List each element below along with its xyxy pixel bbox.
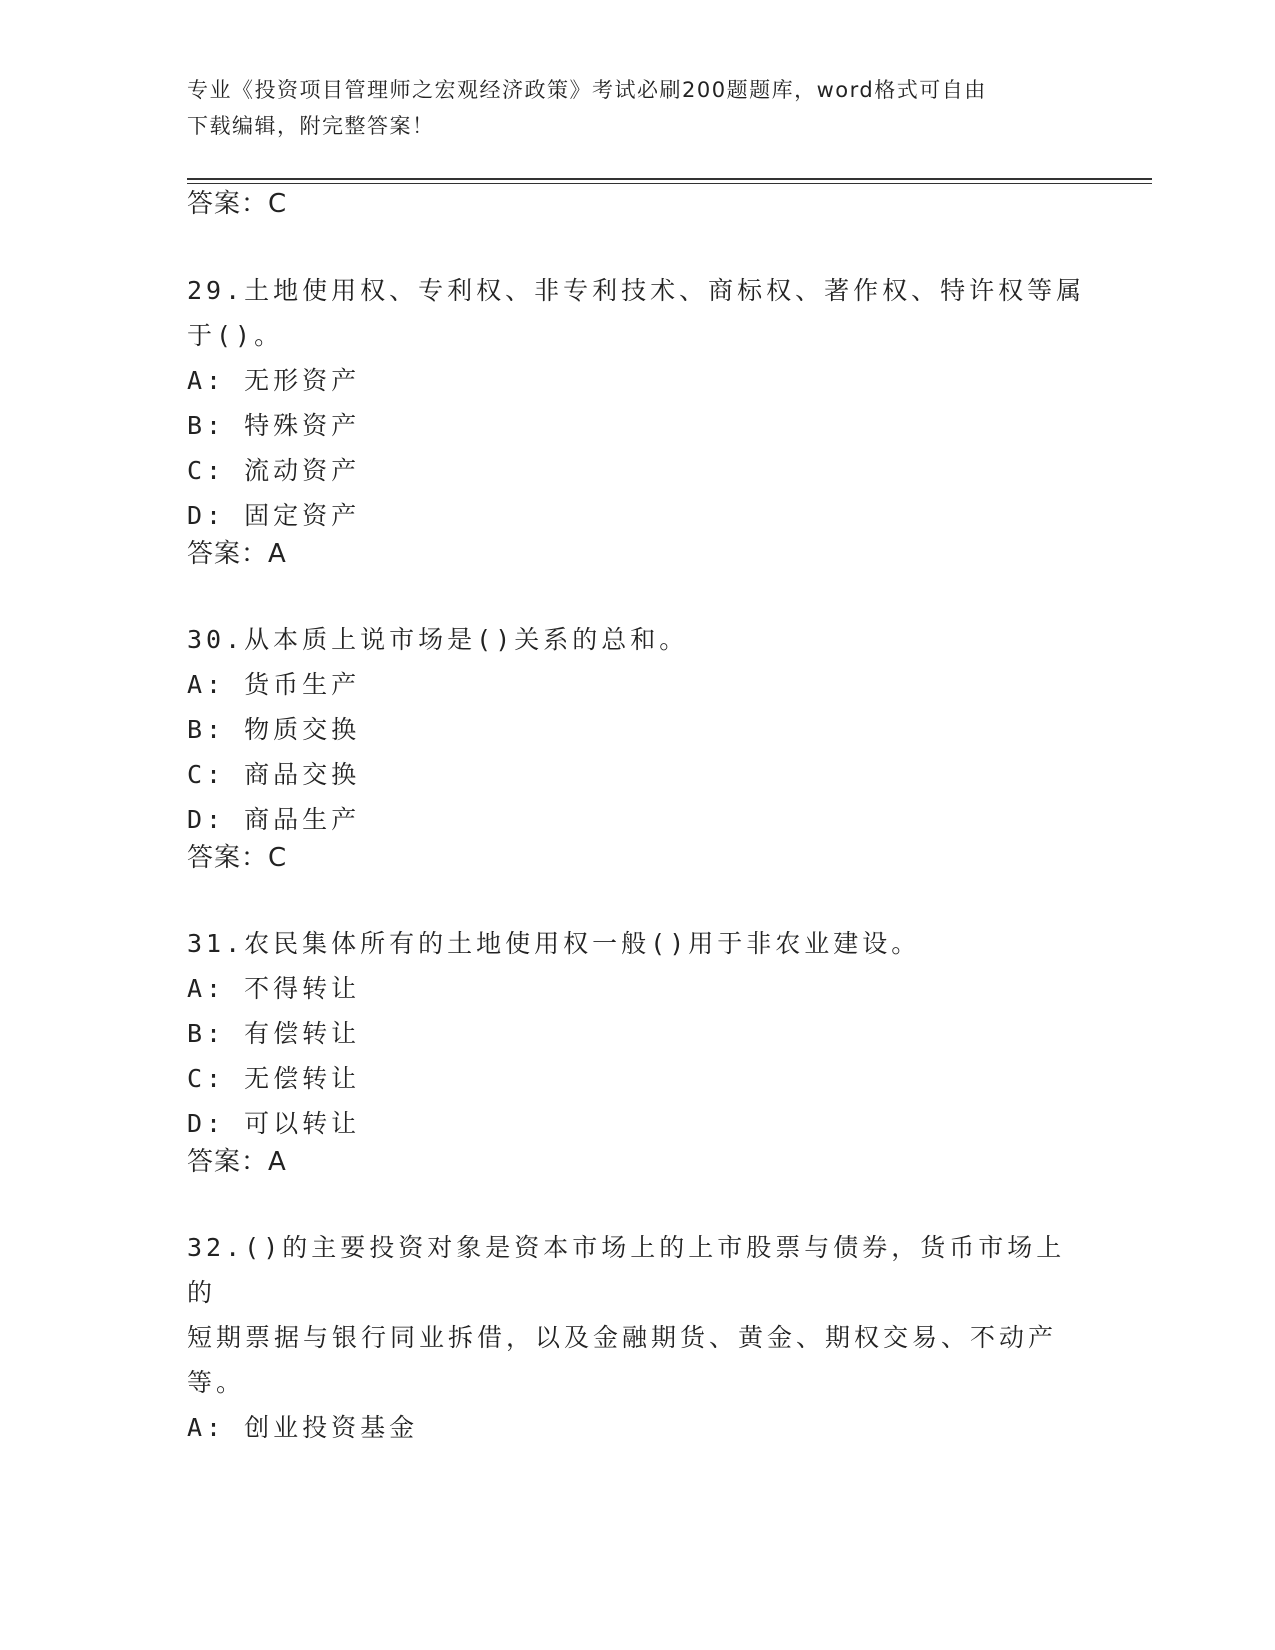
question-stem-line: 32.()的主要投资对象是资本市场上的上市股票与债券，货币市场上的	[187, 1233, 1066, 1307]
option-c: C: 流动资产	[187, 456, 361, 485]
option-d: D: 商品生产	[187, 805, 361, 834]
header-divider-thick	[187, 178, 1152, 180]
page-header	[187, 72, 1087, 144]
question-31	[187, 921, 1087, 1146]
option-a: A: 货币生产	[187, 670, 361, 699]
question-stem-line: 29.土地使用权、专利权、非专利技术、商标权、著作权、特许权等属	[187, 276, 1086, 305]
option-d: D: 可以转让	[187, 1109, 361, 1138]
option-c: C: 无偿转让	[187, 1064, 361, 1093]
option-b: B: 有偿转让	[187, 1019, 361, 1048]
answer-q31: 答案：A	[187, 1147, 287, 1177]
option-b: B: 特殊资产	[187, 411, 361, 440]
header-line-1: 专业《投资项目管理师之宏观经济政策》考试必刷200题题库，word格式可自由	[187, 78, 987, 102]
option-c: C: 商品交换	[187, 760, 361, 789]
answer-q28: 答案：C	[187, 189, 288, 219]
option-b: B: 物质交换	[187, 715, 361, 744]
option-d: D: 固定资产	[187, 501, 361, 530]
question-stem-line: 于()。	[187, 321, 284, 350]
question-stem-line: 等。	[187, 1368, 246, 1397]
question-stem-line: 30.从本质上说市场是()关系的总和。	[187, 625, 689, 654]
question-30	[187, 617, 1087, 842]
question-32	[187, 1225, 1087, 1450]
question-stem-line: 31.农民集体所有的土地使用权一般()用于非农业建设。	[187, 929, 921, 958]
option-a: A: 不得转让	[187, 974, 361, 1003]
option-a: A: 创业投资基金	[187, 1413, 419, 1442]
option-a: A: 无形资产	[187, 366, 361, 395]
answer-q29: 答案：A	[187, 539, 287, 569]
answer-q30: 答案：C	[187, 843, 288, 873]
header-line-2: 下载编辑，附完整答案！	[187, 114, 435, 138]
question-29	[187, 268, 1087, 538]
question-stem-line: 短期票据与银行同业拆借，以及金融期货、黄金、期权交易、不动产	[187, 1323, 1058, 1352]
